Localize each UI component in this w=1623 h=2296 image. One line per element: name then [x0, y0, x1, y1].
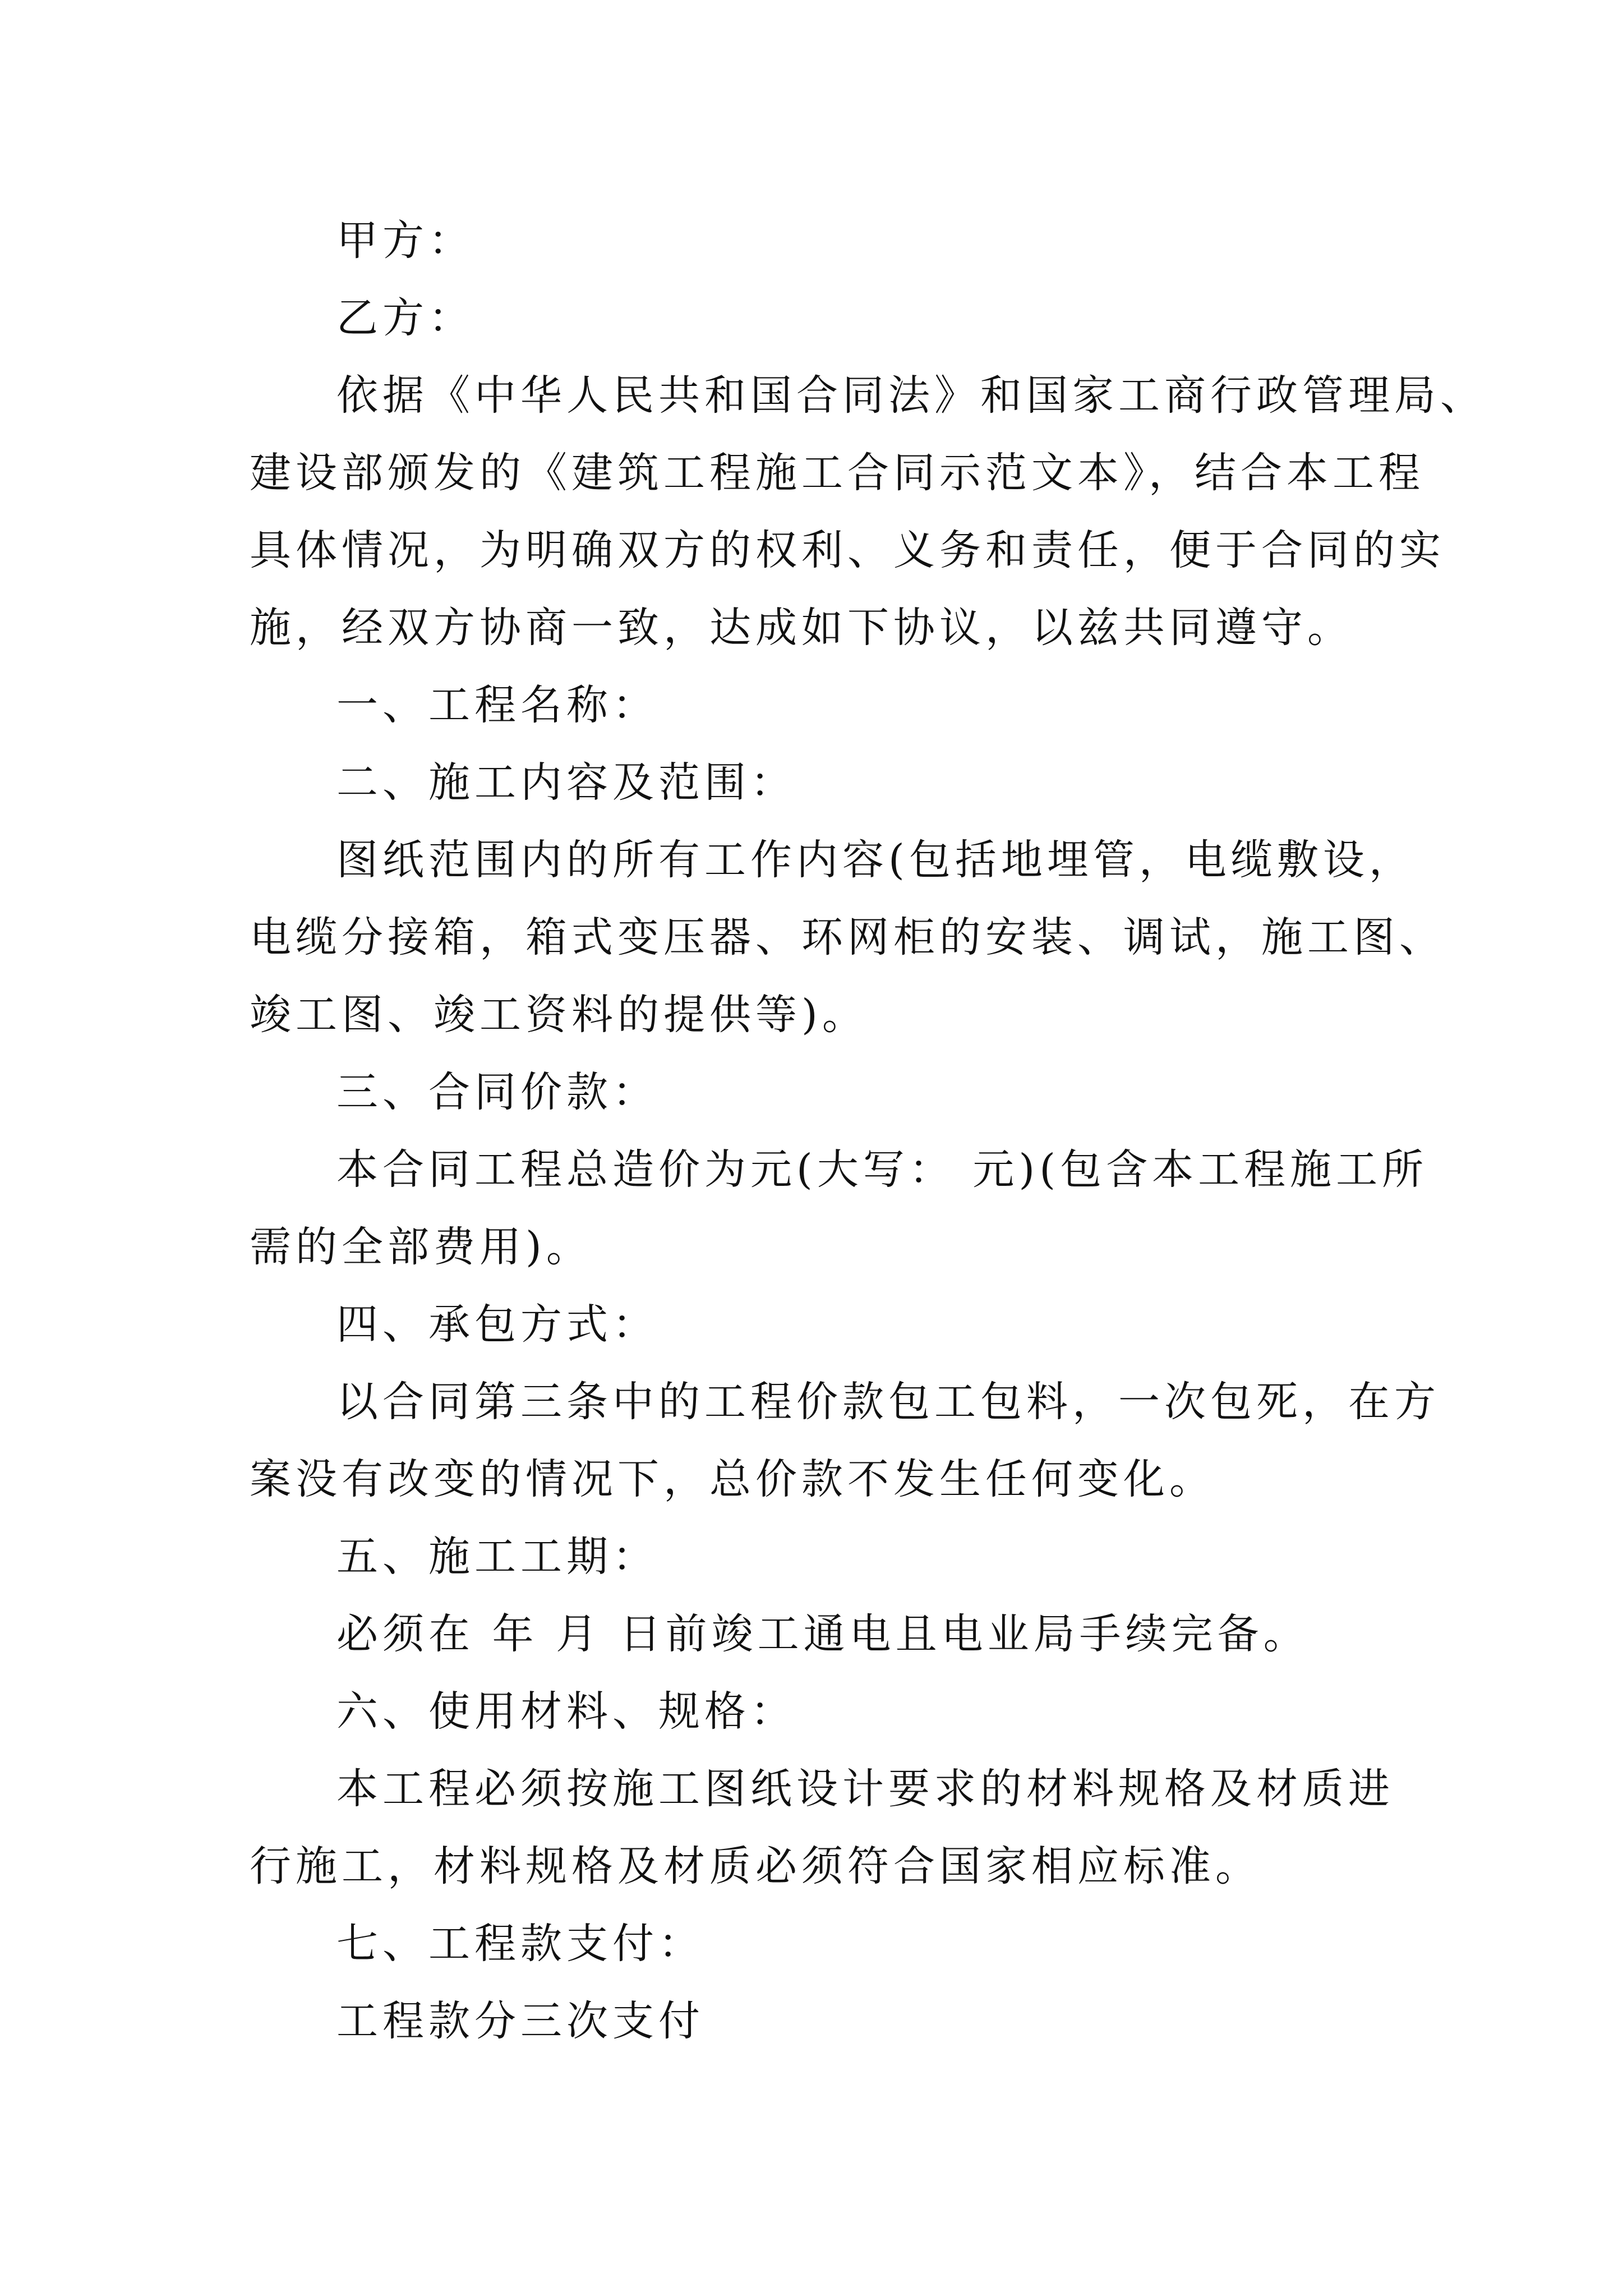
- section-body-line: 行施工，材料规格及材质必须符合国家相应标准。: [250, 1842, 1261, 1890]
- intro-line: 施，经双方协商一致，达成如下协议，以兹共同遵守。: [250, 604, 1353, 652]
- intro-line: 依据《中华人民共和国合同法》和国家工商行政管理局、: [336, 371, 1486, 420]
- section-title: 二、施工内容及范围：: [336, 758, 796, 807]
- section-body-line: 本合同工程总造价为元(大写： 元)(包含本工程施工所: [336, 1145, 1428, 1194]
- section-title: 五、施工工期：: [336, 1533, 658, 1581]
- section-title: 六、使用材料、规格：: [336, 1687, 796, 1736]
- party-b-line: 乙方：: [336, 294, 474, 342]
- intro-line: 具体情况，为明确双方的权利、义务和责任，便于合同的实: [250, 526, 1445, 574]
- section-body-line: 电缆分接箱，箱式变压器、环网柜的安装、调试，施工图、: [250, 913, 1445, 961]
- section-title: 四、承包方式：: [336, 1300, 658, 1349]
- section-title: 三、合同价款：: [336, 1068, 658, 1116]
- section-body-line: 以合同第三条中的工程价款包工包料，一次包死，在方: [336, 1378, 1440, 1426]
- section-body-line: 竣工图、竣工资料的提供等)。: [250, 991, 868, 1039]
- section-body-line: 本工程必须按施工图纸设计要求的材料规格及材质进: [336, 1765, 1394, 1813]
- section-title: 七、工程款支付：: [336, 1920, 704, 1968]
- section-title: 一、工程名称：: [336, 681, 658, 729]
- intro-line: 建设部颁发的《建筑工程施工合同示范文本》，结合本工程: [250, 449, 1424, 497]
- section-body-line: 必须在 年 月 日前竣工通电且电业局手续完备。: [336, 1610, 1310, 1658]
- contract-text: [250, 202, 1486, 2060]
- section-body-line: 图纸范围内的所有工作内容(包括地埋管，电缆敷设，: [336, 836, 1415, 884]
- section-body-line: 需的全部费用)。: [250, 1223, 592, 1271]
- section-body-line: 案没有改变的情况下，总价款不发生任何变化。: [250, 1455, 1215, 1503]
- party-a-line: 甲方：: [336, 217, 474, 265]
- section-body-line: 工程款分三次支付: [336, 1997, 704, 2045]
